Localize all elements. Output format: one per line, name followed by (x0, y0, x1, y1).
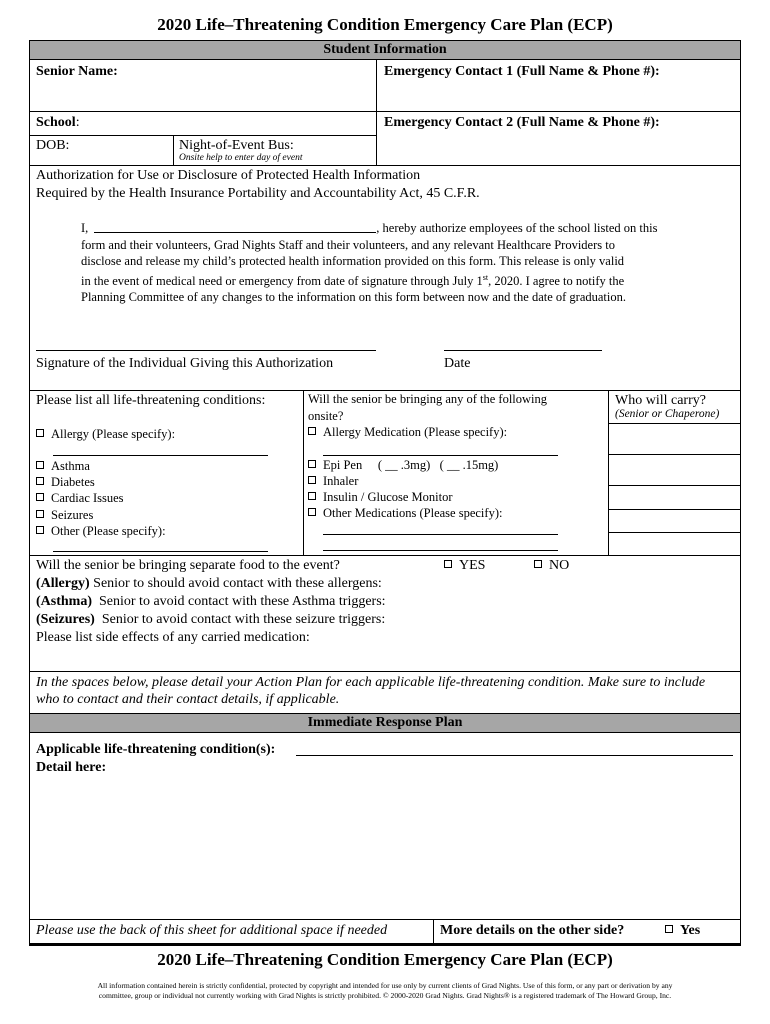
checkbox-icon (36, 477, 44, 485)
student-info-header: Student Information (29, 40, 741, 60)
back-sheet-note: Please use the back of this sheet for additional space if needed (36, 923, 388, 938)
detail-label: Detail here: (36, 760, 107, 775)
checkbox-icon (36, 526, 44, 534)
checkbox-icon (665, 925, 673, 933)
applicable-condition-label: Applicable life-threatening condition(s): (36, 742, 276, 757)
authorization-subtitle: Required by the Health Insurance Portability and Accountability Act, 45 C.F.R. (36, 186, 480, 201)
authorization-body: I, , hereby authorize employees of the school listed on this form and their volunteers, Grad Nights Staff and their volunteers, and any relevant Healthcare Providers to disclose and release my child’s protected health information provided on this form. This release is only valid in the event of medical need or emergency from date of signature through July 1st, 2020. I agree to notify the Planning Committee of any changes to the information on this form between now and the date of graduation. (81, 221, 658, 305)
onsite-question: Will the senior be bringing any of the following onsite? (308, 392, 548, 423)
other-medications-field-1[interactable] (323, 534, 558, 535)
school-label: School (36, 115, 76, 130)
guardian-name-field[interactable] (94, 221, 376, 233)
other-medications-checkbox[interactable]: Other Medications (Please specify): (308, 505, 502, 522)
checkbox-icon (534, 560, 542, 568)
emergency-contact-2-field[interactable]: Emergency Contact 2 (Full Name & Phone #): (384, 115, 660, 130)
checkbox-icon (36, 461, 44, 469)
epipen-checkbox[interactable]: Epi Pen ( __ .3mg) ( __ .15mg) (308, 457, 498, 474)
footer-title: 2020 Life–Threatening Condition Emergency Care Plan (ECP) (157, 950, 613, 969)
school-field[interactable]: School: (36, 115, 80, 130)
other-condition-field[interactable] (53, 551, 268, 552)
cardiac-checkbox[interactable]: Cardiac Issues (36, 490, 124, 507)
page-title: 2020 Life–Threatening Condition Emergency Care Plan (ECP) (157, 15, 613, 34)
seizure-triggers-field[interactable]: (Seizures) Senior to avoid contact with these seizure triggers: (36, 612, 386, 627)
insulin-checkbox[interactable]: Insulin / Glucose Monitor (308, 489, 453, 506)
side-effects-field[interactable]: Please list side effects of any carried medication: (36, 630, 310, 645)
applicable-condition-field[interactable] (296, 755, 733, 756)
checkbox-icon (308, 460, 316, 468)
checkbox-icon (308, 476, 316, 484)
detail-area[interactable] (36, 780, 734, 916)
carry-label: Who will carry? (615, 393, 706, 408)
emergency-contact-1-field[interactable]: Emergency Contact 1 (Full Name & Phone #): (384, 64, 660, 79)
other-medications-field-2[interactable] (323, 550, 558, 551)
checkbox-icon (444, 560, 452, 568)
date-field[interactable] (444, 350, 602, 351)
food-yes-checkbox[interactable]: YES (444, 557, 485, 574)
authorization-title: Authorization for Use or Disclosure of Protected Health Information (36, 168, 421, 183)
checkbox-icon (36, 493, 44, 501)
checkbox-icon (36, 510, 44, 518)
date-label: Date (444, 356, 471, 371)
footer-disclaimer: All information contained herein is strictly confidential, protected by copyright and intended for use only by current clients of Grad Nights. Use of this form, or any part or derivation by any committee, group or individual not currently working with Grad Nights is strictly prohibited. © 2000-2020 Grad Nights. Grad Nights® is a registered trademark of The Howard Group, Inc. (97, 981, 673, 1000)
checkbox-icon (308, 427, 316, 435)
diabetes-checkbox[interactable]: Diabetes (36, 474, 95, 491)
i-prefix: I, (81, 221, 89, 235)
dob-field[interactable]: DOB: (36, 138, 70, 153)
more-details-label: More details on the other side? (440, 923, 625, 938)
other-condition-checkbox[interactable]: Other (Please specify): (36, 523, 166, 540)
checkbox-icon (308, 492, 316, 500)
seizures-checkbox[interactable]: Seizures (36, 507, 93, 524)
signature-field[interactable] (36, 350, 376, 351)
allergy-medication-checkbox[interactable]: Allergy Medication (Please specify): (308, 424, 507, 441)
asthma-triggers-field[interactable]: (Asthma) Senior to avoid contact with these Asthma triggers: (36, 594, 386, 609)
bus-field[interactable]: Night-of-Event Bus: (179, 138, 294, 153)
food-question: Will the senior be bringing separate food to the event? (36, 558, 340, 573)
allergy-medication-field[interactable] (323, 455, 558, 456)
checkbox-icon (36, 429, 44, 437)
allergy-checkbox[interactable]: Allergy (Please specify): (36, 426, 175, 443)
food-no-checkbox[interactable]: NO (534, 557, 569, 574)
asthma-checkbox[interactable]: Asthma (36, 458, 90, 475)
carry-note: (Senior or Chaperone) (615, 408, 720, 420)
senior-name-field[interactable]: Senior Name: (36, 64, 118, 79)
response-plan-header: Immediate Response Plan (29, 713, 741, 733)
signature-label: Signature of the Individual Giving this Authorization (36, 356, 334, 371)
allergy-specify-field[interactable] (53, 455, 268, 456)
inhaler-checkbox[interactable]: Inhaler (308, 473, 358, 490)
conditions-list-label: Please list all life-threatening conditions: (36, 393, 266, 408)
more-details-yes-checkbox[interactable]: Yes (665, 922, 700, 939)
action-plan-note: In the spaces below, please detail your Action Plan for each applicable life-threatening condition. Make sure to include who to contact and their contact details, if applicable. (36, 675, 706, 707)
bus-note: Onsite help to enter day of event (179, 153, 303, 163)
checkbox-icon (308, 508, 316, 516)
allergens-field[interactable]: (Allergy) Senior to should avoid contact with these allergens: (36, 576, 382, 591)
